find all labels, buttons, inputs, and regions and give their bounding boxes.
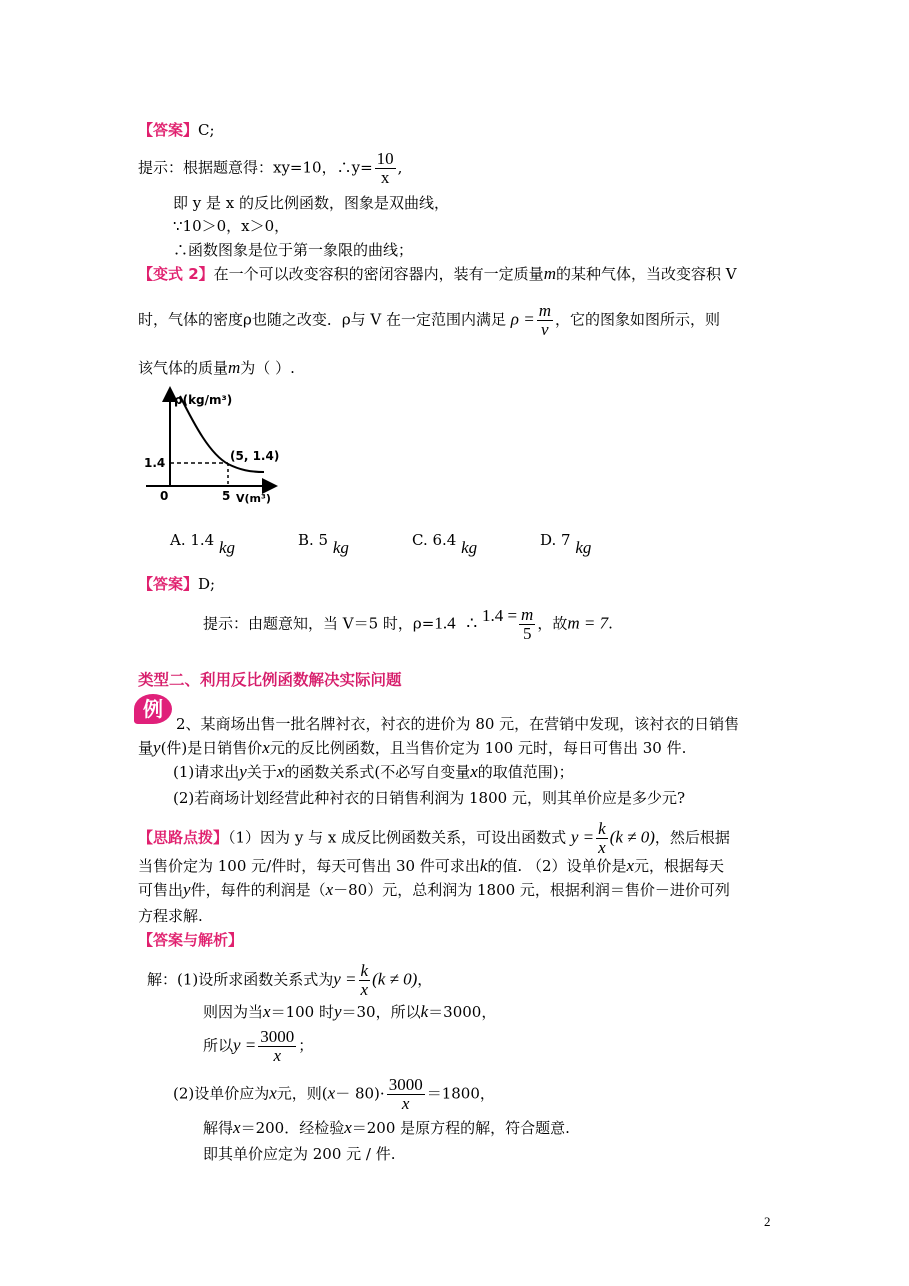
var-x: x xyxy=(263,1002,271,1021)
example-badge: 例 xyxy=(134,694,172,724)
frac-num: 10 xyxy=(376,149,394,168)
variant-2-line3 xyxy=(138,358,295,378)
text: (件)是日销售价 xyxy=(160,739,263,757)
origin-label: 0 xyxy=(160,489,169,503)
frac-num: k xyxy=(360,961,369,980)
frac-den: x xyxy=(401,1094,410,1113)
option-unit: kg xyxy=(461,538,478,557)
text: 可售出 xyxy=(138,881,184,899)
variant-text: 时，气体的密度ρ也随之改变．ρ与 V 在一定范围内满足 xyxy=(138,310,507,329)
frac-num: 3000 xyxy=(260,1027,295,1046)
text: ，然后根据 xyxy=(654,828,730,847)
frac-den: v xyxy=(541,320,549,339)
cond: (k ≠ 0) xyxy=(372,969,418,989)
var-x: x xyxy=(344,1118,352,1137)
text: 解得 xyxy=(203,1119,234,1137)
idea-line4: 方程求解. xyxy=(138,907,203,925)
option-text: C. 6.4 xyxy=(412,531,457,549)
text: 的函数关系式(不必写自变量 xyxy=(284,763,471,781)
var-x: x xyxy=(276,762,285,781)
text: 量 xyxy=(138,739,154,757)
answer-analysis-label: 【答案与解析】 xyxy=(138,931,244,949)
tick-x-label: 5 xyxy=(222,489,231,503)
idea-label: 【思路点拨】 xyxy=(138,828,229,847)
variant-text: 该气体的质量 xyxy=(138,359,229,377)
rho-eq: ρ = xyxy=(510,309,535,329)
density-volume-graph xyxy=(140,386,280,508)
text: － 80)· xyxy=(335,1084,385,1103)
fraction-m-over-v xyxy=(537,302,553,339)
var-x: x xyxy=(327,1083,336,1103)
frac-den: x xyxy=(598,838,606,857)
hint-1-line2: 即 y 是 x 的反比例函数，图象是双曲线， xyxy=(173,194,450,212)
variant-text: ，它的图象如图所示，则 xyxy=(554,310,720,329)
text: (1)请求出 xyxy=(173,763,240,781)
var-m: m xyxy=(228,358,241,377)
text: 关于 xyxy=(246,763,277,781)
frac-num: m xyxy=(521,605,534,624)
variant-text: 在一个可以改变容积的密闭容器内，装有一定质量 xyxy=(213,265,544,283)
text: ＝200 是原方程的解，符合题意. xyxy=(351,1119,570,1137)
text: (2)设单价应为 xyxy=(173,1084,270,1103)
point-label: (5, 1.4) xyxy=(230,449,280,463)
fraction-3000-over-x xyxy=(387,1076,425,1113)
hint-1-line4: ∴函数图象是位于第一象限的曲线； xyxy=(173,241,414,259)
option-text: B. 5 xyxy=(298,531,329,549)
hint-1-text: 提示：根据题意得：xy=10，∴y= xyxy=(138,158,373,177)
hint-1 xyxy=(138,150,402,190)
eq-left: 1.4 = xyxy=(481,605,518,625)
var-x: x xyxy=(470,762,478,781)
y-eq: y = xyxy=(233,1035,257,1055)
option-text: D. 7 xyxy=(540,531,571,549)
text: 所以 xyxy=(203,1036,234,1055)
solution-line3 xyxy=(203,1028,313,1070)
solution-line2 xyxy=(203,1002,496,1022)
text: 元，根据每天 xyxy=(634,857,725,875)
section-title: 类型二、利用反比例函数解决实际问题 xyxy=(138,671,402,689)
text: 则因为当 xyxy=(203,1003,264,1021)
frac-num: 3000 xyxy=(388,1075,423,1094)
option-a xyxy=(170,530,236,557)
solution-line4 xyxy=(173,1076,495,1118)
answer-2 xyxy=(138,574,215,594)
frac-den: 5 xyxy=(522,624,532,643)
hint-2 xyxy=(203,606,613,650)
frac-den: x xyxy=(380,168,390,187)
variant-2-line1 xyxy=(138,264,737,284)
text: 元，则( xyxy=(276,1084,328,1103)
answer-label: 【答案】 xyxy=(138,121,199,139)
var-y: y xyxy=(239,762,247,781)
solution-line6: 即其单价应定为 200 元 / 件. xyxy=(203,1145,396,1163)
var-x: x xyxy=(233,1118,241,1137)
idea-line3 xyxy=(138,880,730,900)
text: ， xyxy=(417,970,433,989)
var-x: x xyxy=(269,1083,277,1103)
text: ＝100 时 xyxy=(270,1003,334,1021)
answer-label: 【答案】 xyxy=(138,575,199,593)
var-x: x xyxy=(626,856,635,875)
var-y: y xyxy=(333,1002,342,1021)
fraction-k-over-x xyxy=(359,962,371,999)
var-y: y xyxy=(153,738,161,757)
solution-line5 xyxy=(203,1118,570,1138)
var-x: x xyxy=(262,738,270,757)
text: ； xyxy=(298,1036,314,1055)
page-number: 2 xyxy=(764,1214,771,1229)
m-equals: m = 7 xyxy=(567,613,609,633)
y-axis-label: ρ(kg/m³) xyxy=(174,393,233,407)
option-unit: kg xyxy=(575,538,592,557)
variant-2-line2 xyxy=(138,302,720,342)
fraction-k-over-x xyxy=(596,820,608,857)
frac-den: x xyxy=(360,980,369,999)
answer-1 xyxy=(138,120,215,140)
y-eq: y = xyxy=(333,969,357,989)
text: 解：(1)设所求函数关系式为 xyxy=(147,970,334,989)
frac-num: k xyxy=(598,819,606,838)
answer-value: D; xyxy=(198,575,216,593)
text: 的值. （2）设单价是 xyxy=(487,857,627,875)
option-text: A. 1.4 xyxy=(170,531,215,549)
fraction-10-over-x xyxy=(375,150,396,187)
text: 件，每件的利润是（ xyxy=(190,881,326,899)
fraction-3000-over-x xyxy=(258,1028,296,1065)
var-k: k xyxy=(479,856,488,875)
solution-line1 xyxy=(147,962,432,1002)
hint-text: ，故 xyxy=(537,614,568,633)
text: 元的反比例函数，且当售价定为 100 元时，每日可售出 30 件. xyxy=(269,739,687,757)
text: ＝200．经检验 xyxy=(240,1119,345,1137)
var-m: m xyxy=(543,264,556,283)
question-2: (2)若商场计划经营此种衬衣的日销售利润为 1800 元，则其单价应是多少元? xyxy=(173,789,686,807)
frac-num: m xyxy=(538,301,551,320)
option-unit: kg xyxy=(219,538,236,557)
x-axis-label: V(m³) xyxy=(236,492,271,505)
text: ＝3000， xyxy=(428,1003,497,1021)
option-b xyxy=(298,530,349,557)
text: （1）因为 y 与 x 成反比例函数关系，可设出函数式 xyxy=(228,828,567,847)
example-line2 xyxy=(138,738,686,758)
rho-value: 1.4 xyxy=(434,613,456,633)
question-1 xyxy=(173,762,574,782)
frac-den: x xyxy=(273,1046,282,1065)
example-line1: 2、某商场出售一批名牌衬衣，衬衣的进价为 80 元，在营销中发现，该衬衣的日销售 xyxy=(176,715,740,733)
idea-line1 xyxy=(138,820,730,860)
var-k: k xyxy=(420,1002,429,1021)
hint-1-suffix: , xyxy=(397,158,403,177)
hint-1-line3: ∵10＞0，x＞0， xyxy=(173,217,290,235)
text: 当售价定为 100 元/件时，每天可售出 30 件可求出 xyxy=(138,857,480,875)
variant-text: 为（ ）. xyxy=(240,359,295,377)
fraction-m-over-5 xyxy=(519,606,535,643)
idea-line2 xyxy=(138,856,724,876)
text: 的取值范围)； xyxy=(477,763,574,781)
y-eq: y = xyxy=(570,827,595,847)
option-d xyxy=(540,530,592,557)
cond: (k ≠ 0) xyxy=(609,827,655,847)
tick-y-label: 1.4 xyxy=(144,456,166,470)
option-unit: kg xyxy=(332,538,349,557)
answer-value: C; xyxy=(198,121,215,139)
hint-end: . xyxy=(608,614,613,633)
text: ＝1800， xyxy=(426,1084,495,1103)
option-c xyxy=(412,530,478,557)
variant-label: 【变式 2】 xyxy=(138,265,214,283)
var-x: x xyxy=(325,880,334,899)
variant-text: 的某种气体，当改变容积 V xyxy=(555,265,737,283)
hint-text: 提示：由题意知，当 V＝5 时，ρ= xyxy=(203,614,435,633)
therefore-symbol: ∴ xyxy=(466,613,478,633)
text: ＝30，所以 xyxy=(341,1003,421,1021)
var-y: y xyxy=(183,880,191,899)
text: －80）元，总利润为 1800 元，根据利润＝售价－进价可列 xyxy=(333,881,730,899)
